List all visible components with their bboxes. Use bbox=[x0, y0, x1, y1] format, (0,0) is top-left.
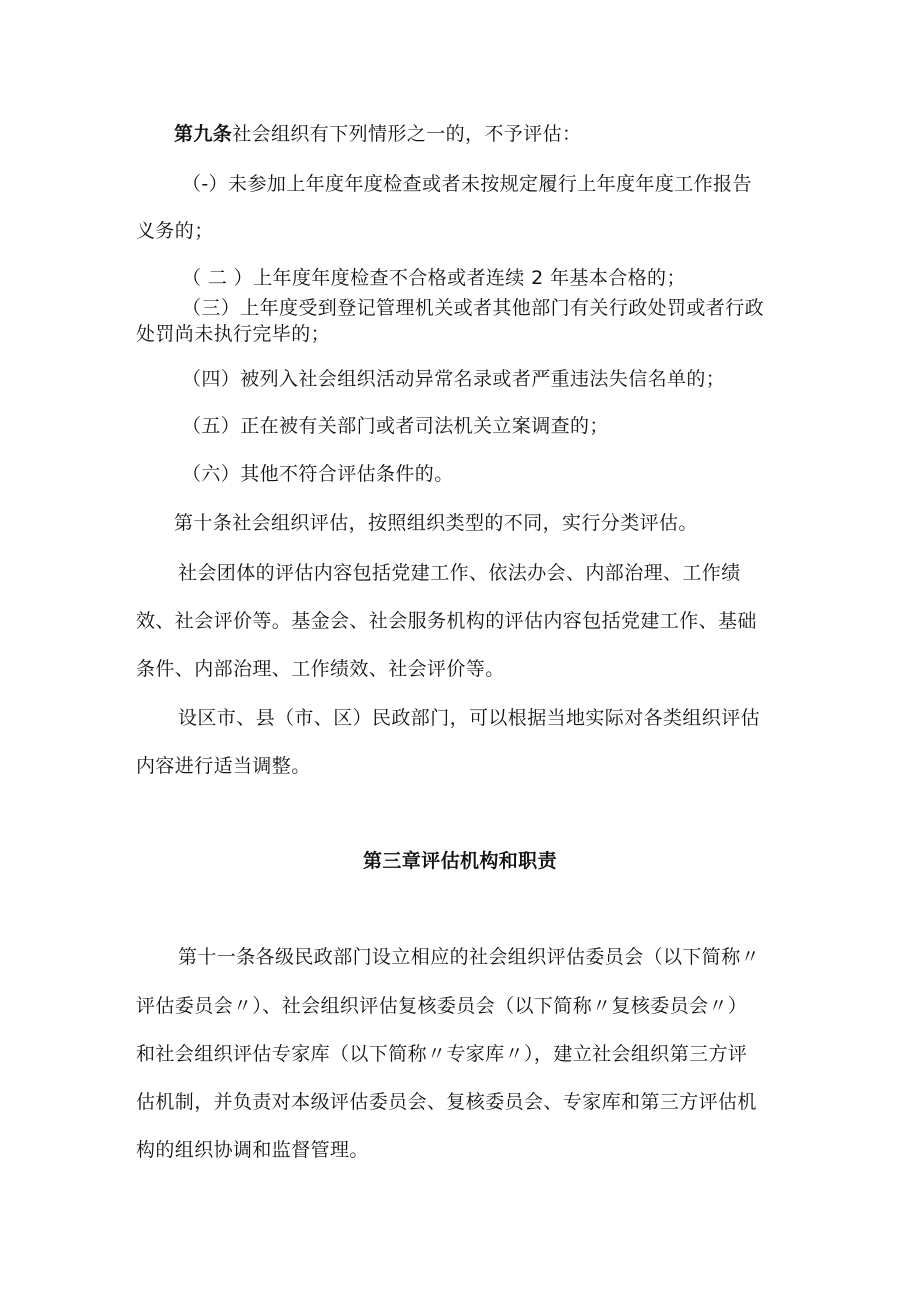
article-10-line-1: 第十条社会组织评估，按照组织类型的不同，实行分类评估。 bbox=[174, 512, 698, 534]
article-9-item-3-line-2: 处罚尚未执行完毕的； bbox=[136, 323, 331, 345]
article-9-intro: 社会组织有下列情形之一的，不予评估： bbox=[232, 123, 582, 145]
article-9-item-6: （六）其他不符合评估条件的。 bbox=[182, 463, 454, 485]
article-9-item-5: （五）正在被有关部门或者司法机关立案调查的； bbox=[182, 415, 609, 437]
article-11-line-4: 估机制，并负责对本级评估委员会、复核委员会、专家库和第三方评估机 bbox=[136, 1091, 757, 1113]
article-9-item-4: （四）被列入社会组织活动异常名录或者严重违法失信名单的； bbox=[182, 368, 726, 390]
article-11-line-1: 第十一条各级民政部门设立相应的社会组织评估委员会（以下简称〃 bbox=[178, 946, 761, 968]
chapter-3-heading: 第三章评估机构和职责 bbox=[362, 850, 557, 872]
article-9-item-1-line-2: 义务的； bbox=[136, 220, 214, 242]
article-9-intro-line bbox=[174, 122, 581, 146]
article-9-item-1-line-1: （-）未参加上年度年度检查或者未按规定履行上年度年度工作报告 bbox=[182, 173, 752, 195]
article-10-paragraph-3-line-2: 内容进行适当调整。 bbox=[136, 755, 311, 777]
article-10-paragraph-2-line-3: 条件、内部治理、工作绩效、社会评价等。 bbox=[136, 658, 505, 680]
article-10-paragraph-3-line-1: 设区市、县（市、区）民政部门，可以根据当地实际对各类组织评估 bbox=[178, 707, 761, 729]
article-9-item-2: （ 二 ）上年度年度检查不合格或者连续 2 年基本合格的； bbox=[182, 267, 686, 289]
article-10-paragraph-2-line-1: 社会团体的评估内容包括党建工作、依法办会、内部治理、工作绩 bbox=[178, 562, 741, 584]
article-11-line-2: 评估委员会〃）、社会组织评估复核委员会（以下简称〃复核委员会〃） bbox=[136, 995, 748, 1017]
article-11-line-5: 构的组织协调和监督管理。 bbox=[136, 1139, 369, 1161]
article-11-line-3: 和社会组织评估专家库（以下简称〃专家库〃），建立社会组织第三方评 bbox=[136, 1043, 748, 1065]
article-10-paragraph-2-line-2: 效、社会评价等。基金会、社会服务机构的评估内容包括党建工作、基础 bbox=[136, 610, 757, 632]
article-9-item-3-line-1: （三）上年度受到登记管理机关或者其他部门有关行政处罚或者行政 bbox=[182, 297, 765, 319]
article-9-title: 第九条 bbox=[174, 123, 233, 145]
